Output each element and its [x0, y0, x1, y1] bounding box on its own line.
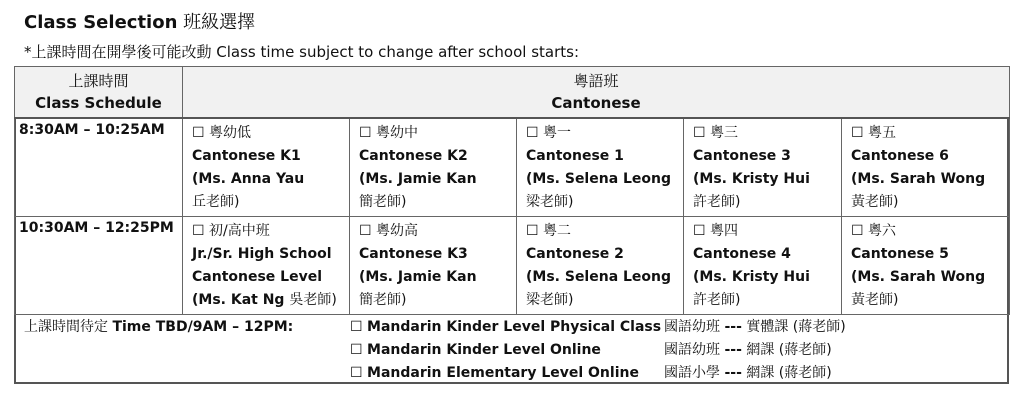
class-option[interactable]: ☐ 粵二 Cantonese 2 (Ms. Selena Leong 梁老師) [517, 217, 684, 315]
class-option[interactable]: ☐ 粵五 Cantonese 6 (Ms. Sarah Wong 黃老師) [842, 118, 1010, 217]
checkbox[interactable]: ☐ [851, 223, 864, 239]
mandarin-option[interactable]: ☐ Mandarin Elementary Level Online 國語小學 --- 網課 (蔣老師) [350, 365, 832, 381]
schedule-table [14, 66, 1010, 315]
checkbox[interactable]: ☐ [359, 223, 372, 239]
program-header: 粵語班 Cantonese [183, 67, 1010, 119]
checkbox[interactable]: ☐ [192, 223, 205, 239]
mandarin-option[interactable]: ☐ Mandarin Kinder Level Online 國語幼班 --- 網課 (蔣老師) [350, 342, 832, 358]
table-row [15, 118, 1010, 217]
mandarin-option[interactable]: ☐ Mandarin Kinder Level Physical Class 國語幼班 --- 實體課 (蔣老師) [350, 319, 846, 335]
tbd-label: 上課時間待定 Time TBD/9AM – 12PM: [24, 319, 294, 335]
class-option[interactable]: ☐ 粵四 Cantonese 4 (Ms. Kristy Hui 許老師) [684, 217, 842, 315]
class-option[interactable]: ☐ 初/高中班 Jr./Sr. High School Cantonese Level (Ms. Kat Ng 吳老師) [183, 217, 350, 315]
time-slot: 10:30AM – 12:25PM [15, 217, 183, 315]
checkbox[interactable]: ☐ [851, 125, 864, 141]
class-option[interactable]: ☐ 粵幼高 Cantonese K3 (Ms. Jamie Kan 簡老師) [350, 217, 517, 315]
schedule-note: *上課時間在開學後可能改動 Class time subject to change after school starts: [24, 43, 580, 61]
checkbox[interactable]: ☐ [693, 223, 706, 239]
class-option[interactable]: ☐ 粵幼低 Cantonese K1 (Ms. Anna Yau 丘老師) [183, 118, 350, 217]
checkbox[interactable]: ☐ [350, 319, 363, 335]
checkbox[interactable]: ☐ [526, 125, 539, 141]
class-option[interactable]: ☐ 粵一 Cantonese 1 (Ms. Selena Leong 梁老師) [517, 118, 684, 217]
checkbox[interactable]: ☐ [350, 365, 363, 381]
mandarin-options [350, 316, 846, 385]
checkbox[interactable]: ☐ [359, 125, 372, 141]
title-en: Class Selection [24, 12, 178, 33]
checkbox[interactable]: ☐ [192, 125, 205, 141]
title-zh: 班級選擇 [183, 12, 256, 33]
schedule-header: 上課時間 Class Schedule [15, 67, 183, 119]
checkbox[interactable]: ☐ [350, 342, 363, 358]
class-option[interactable]: ☐ 粵六 Cantonese 5 (Ms. Sarah Wong 黃老師) [842, 217, 1010, 315]
checkbox[interactable]: ☐ [526, 223, 539, 239]
class-option[interactable]: ☐ 粵三 Cantonese 3 (Ms. Kristy Hui 許老師) [684, 118, 842, 217]
page-title [24, 8, 255, 34]
checkbox[interactable]: ☐ [693, 125, 706, 141]
table-row [15, 217, 1010, 315]
time-slot: 8:30AM – 10:25AM [15, 118, 183, 217]
header-row [15, 67, 1010, 119]
class-option[interactable]: ☐ 粵幼中 Cantonese K2 (Ms. Jamie Kan 簡老師) [350, 118, 517, 217]
